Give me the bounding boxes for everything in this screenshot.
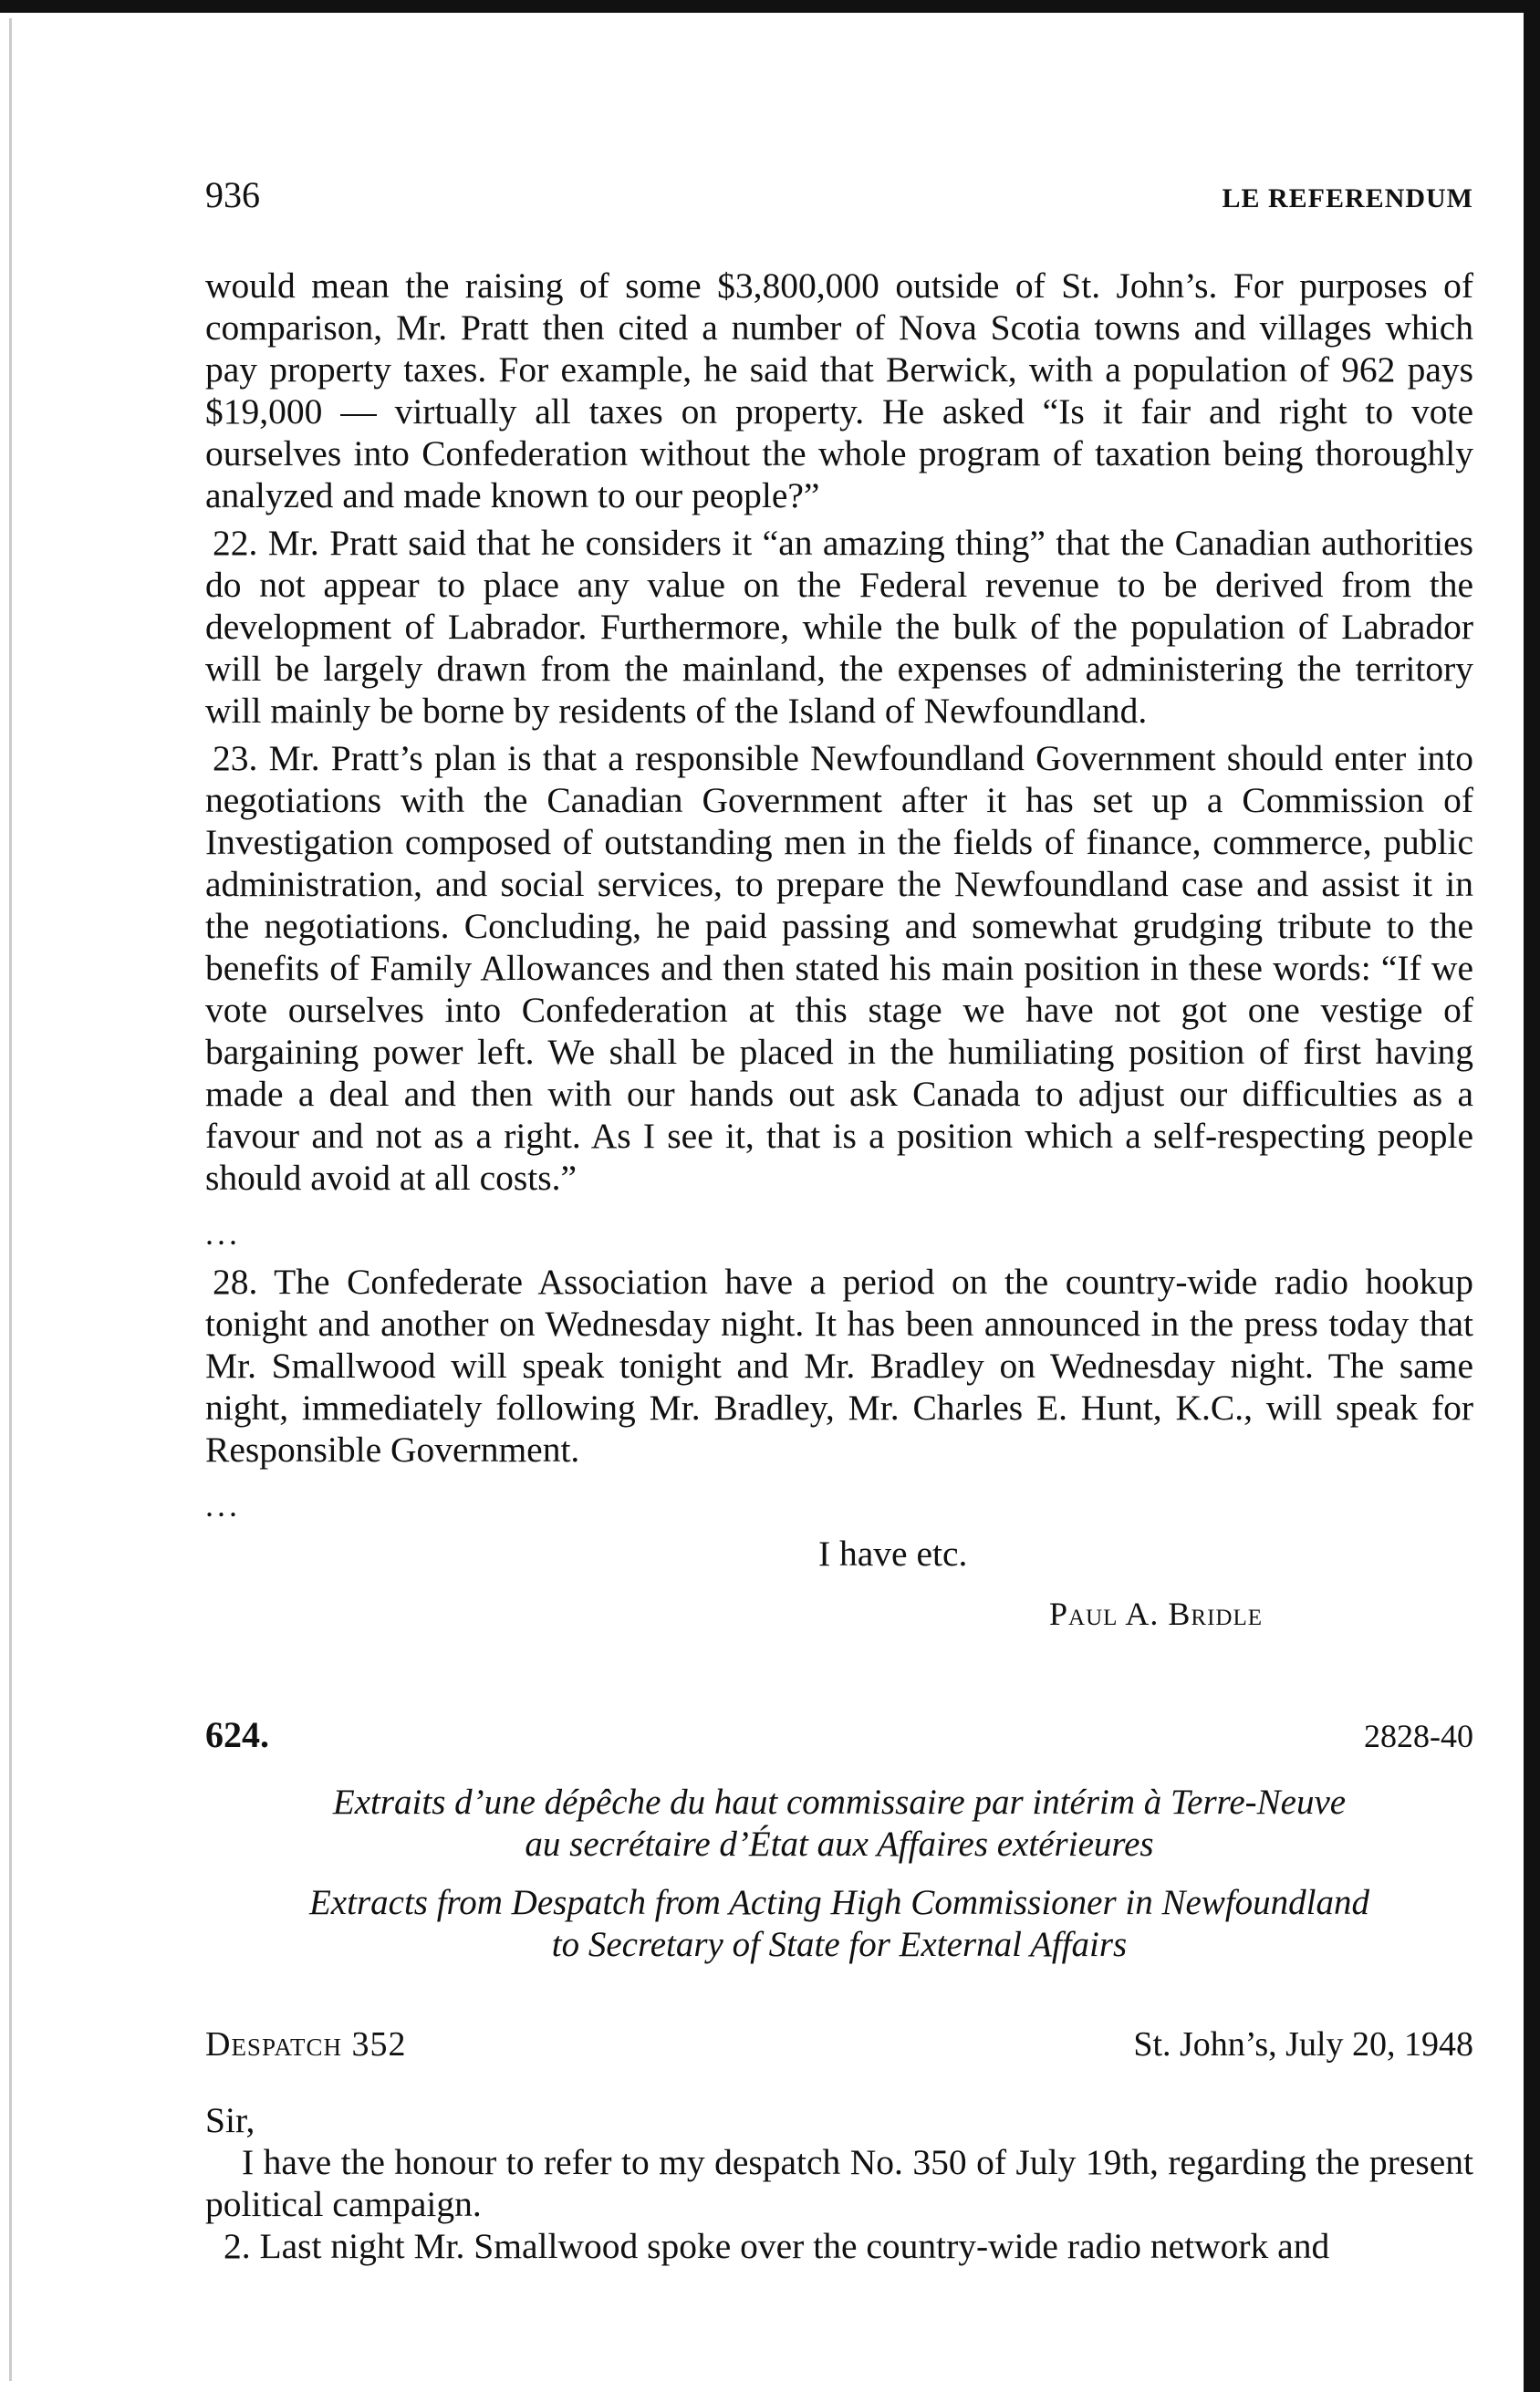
title-french-line-2: au secrétaire d’État aux Affaires extérieures bbox=[525, 1825, 1154, 1864]
despatch-meta bbox=[205, 2024, 1473, 2064]
closing-line bbox=[205, 1533, 1473, 1578]
title-french bbox=[205, 1782, 1473, 1866]
page-number: 936 bbox=[205, 174, 260, 215]
despatch-number: Despatch 352 bbox=[205, 2025, 407, 2064]
signature-name: Paul A. Bridle bbox=[1049, 1596, 1264, 1632]
paragraph-22: 22. Mr. Pratt said that he considers it “an amazing thing” that the Canadian authorities do not appear to place any value on the Federal revenue to be derived from the development of Labrador. Furthermore, while the bulk of the population of Labrador will be largely drawn from the mainland, the expenses of administering the territory will mainly be borne by residents of the Island of Newfoundland. bbox=[205, 523, 1473, 731]
document-number: 624. bbox=[205, 1714, 269, 1755]
paragraph-continued: would mean the raising of some $3,800,000 outside of St. John’s. For purposes of comparison, Mr. Pratt then cited a number of Nova Scotia towns and villages which pay property taxes. For example, he said that Berwick, with a population of 962 pays $19,000 — virtually all taxes on property. He asked “Is it fair and right to vote ourselves into Confederation without the whole program of taxation being thoroughly analyzed and made known to our people?” bbox=[205, 265, 1473, 515]
title-french-line-1: Extraits d’une dépêche du haut commissaire par intérim à Terre-Neuve bbox=[332, 1783, 1347, 1822]
omission-ellipsis: ... bbox=[205, 1215, 241, 1252]
title-english-line-1: Extracts from Despatch from Acting High Commissioner in Newfoundland bbox=[308, 1883, 1370, 1922]
page-left-edge bbox=[9, 18, 12, 2381]
closing-text: I have etc. bbox=[818, 1534, 968, 1574]
title-english bbox=[205, 1882, 1473, 1966]
paragraph-23: 23. Mr. Pratt’s plan is that a responsible Newfoundland Government should enter into negotiations with the Canadian Government after it has set up a Commission of Investigation composed of outstanding men in the fields of finance, commerce, public administration, and social services, to prepare the Newfoundland case and assist it in the negotiations. Concluding, he paid passing and somewhat grudging tribute to the benefits of Family Allowances and then stated his main position in these words: “If we vote ourselves into Confederation at this stage we have not got one vestige of bargaining power left. We shall be placed in the humiliating position of first having made a deal and then with our hands out ask Canada to adjust our difficulties as a favour and not as a right. As I see it, that is a position which a self-respecting people should avoid at all costs.” bbox=[205, 738, 1473, 1198]
salutation: Sir, bbox=[205, 2100, 255, 2140]
file-reference: 2828-40 bbox=[1364, 1718, 1473, 1754]
page-right-edge bbox=[1524, 0, 1540, 2392]
page-header bbox=[205, 173, 1473, 216]
page-top-edge bbox=[0, 0, 1540, 13]
omission-ellipsis-2: ... bbox=[205, 1487, 241, 1524]
title-english-line-2: to Secretary of State for External Affairs bbox=[551, 1925, 1128, 1964]
running-head: LE REFERENDUM bbox=[1222, 183, 1473, 213]
page-body bbox=[205, 265, 1473, 2267]
despatch-paragraph-2: 2. Last night Mr. Smallwood spoke over the country-wide radio network and bbox=[224, 2226, 1330, 2266]
place-date: St. John’s, July 20, 1948 bbox=[1133, 2025, 1473, 2064]
signature-line bbox=[205, 1578, 1473, 1633]
despatch-paragraph-1: I have the honour to refer to my despatch No. 350 of July 19th, regarding the present political campaign. bbox=[205, 2142, 1473, 2224]
paragraph-28: 28. The Confederate Association have a period on the country-wide radio hookup tonight and another on Wednesday night. It has been announced in the press today that Mr. Smallwood will speak tonight and Mr. Bradley on Wednesday night. The same night, immediately following Mr. Bradley, Mr. Charles E. Hunt, K.C., will speak for Responsible Government. bbox=[205, 1262, 1473, 1470]
document-heading bbox=[205, 1713, 1473, 1756]
